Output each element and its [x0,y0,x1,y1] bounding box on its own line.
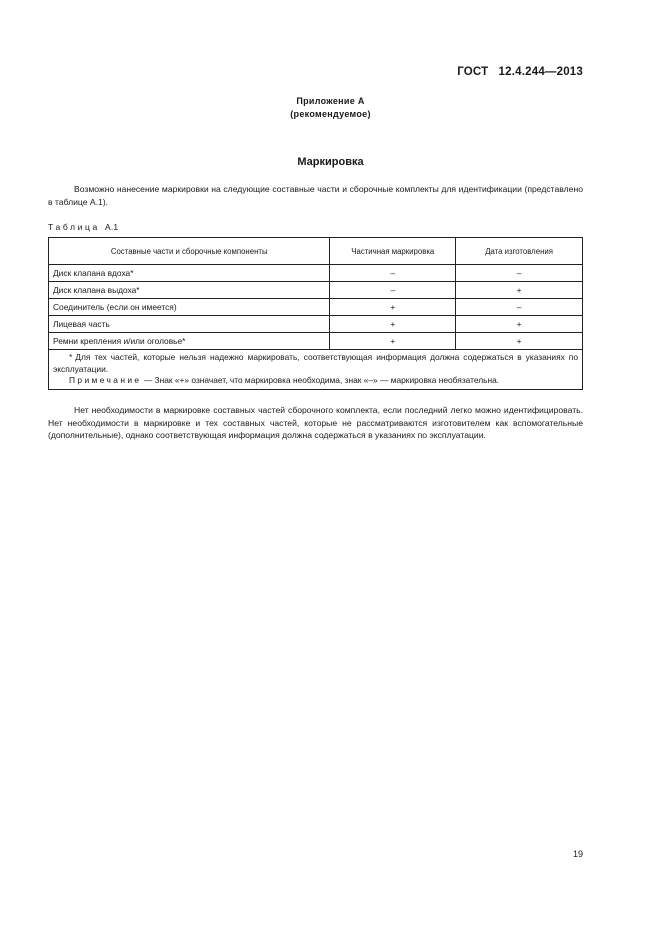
standard-designation: ГОСТ 12.4.244—2013 [457,66,583,78]
appendix-title: Приложение А [296,96,365,106]
section-title: Маркировка [297,156,364,168]
page-number: 19 [572,849,583,859]
footnote-mark: * [69,352,73,362]
table-caption [48,222,118,232]
cell-part: Лицевая часть [49,316,330,333]
table-notes [49,350,583,390]
cell-manufacture-date: + [456,333,583,350]
table-row [49,265,583,282]
table-footnote [53,352,578,375]
cell-part: Ремни крепления и/или оголовье* [49,333,330,350]
table-caption-label: Таблица [48,222,100,232]
cell-part: Соединитель (если он имеется) [49,299,330,316]
cell-manufacture-date: + [456,282,583,299]
appendix-status: (рекомендуемое) [290,109,371,119]
table-row [49,333,583,350]
column-header-manufacture-date: Дата изготовления [456,238,583,265]
column-header-parts: Составные части и сборочные компоненты [49,238,330,265]
cell-manufacture-date: – [456,299,583,316]
cell-partial-marking: – [330,265,456,282]
document-header [457,66,583,78]
footnote-text: Для тех частей, которые нельзя надежно маркировать, соответствующая информация должна содержаться в указаниях по эксплуатации. [53,352,578,374]
column-header-partial-marking: Частичная маркировка [330,238,456,265]
note-label: Примечание [69,375,142,385]
table-row [49,282,583,299]
cell-part: Диск клапана выдоха* [49,282,330,299]
table-note [53,375,578,387]
table-row [49,316,583,333]
cell-partial-marking: + [330,316,456,333]
table-row [49,299,583,316]
cell-part: Диск клапана вдоха* [49,265,330,282]
table-caption-number: А.1 [104,222,119,232]
note-text: — Знак «+» означает, что маркировка необходима, знак «–» — маркировка необязательна. [143,375,500,385]
cell-manufacture-date: + [456,316,583,333]
appendix-heading [0,95,661,121]
cell-manufacture-date: – [456,265,583,282]
cell-partial-marking: – [330,282,456,299]
closing-paragraph: Нет необходимости в маркировке составных частей сборочного комплекта, если последний легко можно идентифицировать. Нет необходимости в маркировке и тех составных частей, которые не рассматриваются изготовителем как вспомогательные (дополнительные), однако соответствующая информация должна содержаться в указаниях по эксплуатации. [48,405,583,440]
cell-partial-marking: + [330,333,456,350]
table-header-row [49,238,583,265]
table-notes-row [49,350,583,390]
intro-paragraph: Возможно нанесение маркировки на следующие составные части и сборочные комплекты для идентификации (представлено в таблице А.1). [48,184,583,207]
cell-partial-marking: + [330,299,456,316]
marking-table [48,237,583,390]
